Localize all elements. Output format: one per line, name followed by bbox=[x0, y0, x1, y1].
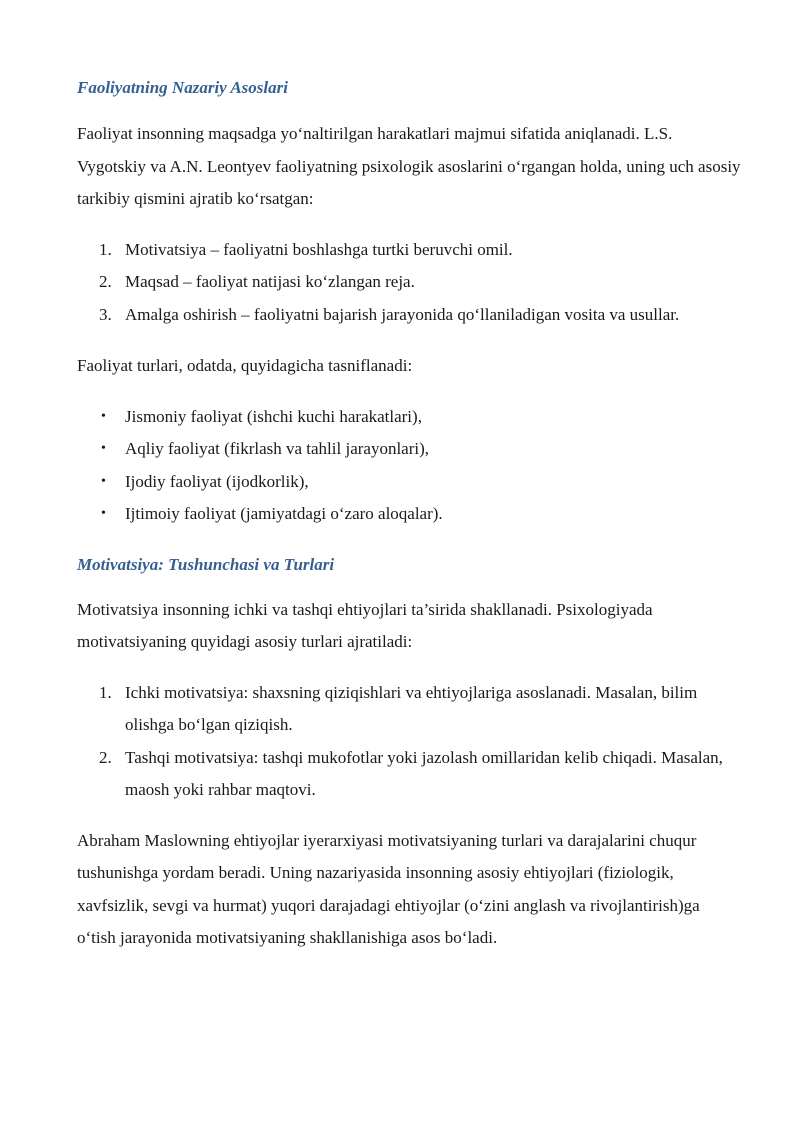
motivation-kinds-list bbox=[77, 677, 747, 807]
list-item-text: Tashqi motivatsiya: tashqi mukofotlar yoki jazolash omillaridan kelib chiqadi. Masalan, maosh yoki rahbar maqtovi. bbox=[125, 747, 723, 799]
document-page bbox=[77, 0, 747, 955]
paragraph-motivatsiya-intro: Motivatsiya insonning ichki va tashqi ehtiyojlari ta’sirida shakllanadi. Psixologiyada motivatsiyaning quyidagi asosiy turlari ajratiladi: bbox=[77, 599, 653, 651]
bullet: • bbox=[101, 408, 106, 424]
paragraph-maslow: Abraham Maslowning ehtiyojlar iyerarxiyasi motivatsiyaning turlari va darajalarini chuqur tushunishga yordam beradi. Uning nazariyasida insonning asosiy ehtiyojlari (fiziologik, xavfsizlik, sevgi va hurmat) yuqori darajadagi ehtiyojlar (o‘zini anglash va rivojlantirish)ga o‘tish jarayonida motivatsiyaning shakllanishiga asos bo‘ladi. bbox=[77, 830, 700, 947]
list-item-text: Ijodiy faoliyat (ijodkorlik), bbox=[125, 471, 309, 491]
bullet: • bbox=[101, 441, 106, 456]
list-item-text: Jismoniy faoliyat (ishchi kuchi harakatlari), bbox=[125, 406, 422, 426]
paragraph-types-intro: Faoliyat turlari, odatda, quyidagicha tasniflanadi: bbox=[77, 356, 413, 375]
list-item-text: Motivatsiya – faoliyatni boshlashga turtki beruvchi omil. bbox=[125, 239, 513, 259]
list-number: 1. bbox=[99, 239, 112, 259]
list-item bbox=[77, 299, 747, 332]
list-item bbox=[77, 498, 747, 531]
list-number: 1. bbox=[99, 682, 112, 702]
list-item-text: Ijtimoiy faoliyat (jamiyatdagi o‘zaro aloqalar). bbox=[125, 504, 443, 523]
list-item bbox=[77, 466, 747, 499]
list-item bbox=[77, 742, 745, 807]
list-item bbox=[77, 234, 747, 267]
list-item-text: Ichki motivatsiya: shaxsning qiziqishlari va ehtiyojlariga asoslanadi. Masalan, bilim olishga bo‘lgan qiziqish. bbox=[125, 682, 698, 734]
list-item bbox=[77, 433, 747, 466]
section-heading-faoliyat: Faoliyatning Nazariy Asoslari bbox=[77, 78, 288, 97]
list-number: 3. bbox=[99, 304, 112, 324]
list-item-text: Aqliy faoliyat (fikrlash va tahlil jarayonlari), bbox=[125, 439, 430, 458]
list-item bbox=[77, 266, 747, 299]
paragraph-faoliyat-intro: Faoliyat insonning maqsadga yo‘naltirilgan harakatlari majmui sifatida aniqlanadi. L.S. Vygotskiy va A.N. Leontyev faoliyatning psixologik asoslarini o‘rgangan holda, uning uch asosiy tarkibiy qismini ajratib ko‘rsatgan: bbox=[77, 124, 741, 208]
bullet: • bbox=[101, 473, 106, 489]
section-heading-motivatsiya: Motivatsiya: Tushunchasi va Turlari bbox=[77, 554, 335, 574]
components-list bbox=[77, 234, 747, 332]
list-number: 2. bbox=[99, 747, 112, 767]
list-item bbox=[77, 677, 745, 742]
types-list bbox=[77, 401, 747, 531]
list-number: 2. bbox=[99, 272, 112, 291]
bullet: • bbox=[101, 506, 106, 521]
list-item bbox=[77, 401, 747, 434]
list-item-text: Maqsad – faoliyat natijasi ko‘zlangan reja. bbox=[125, 272, 415, 291]
list-item-text: Amalga oshirish – faoliyatni bajarish jarayonida qo‘llaniladigan vosita va usullar. bbox=[125, 304, 680, 324]
